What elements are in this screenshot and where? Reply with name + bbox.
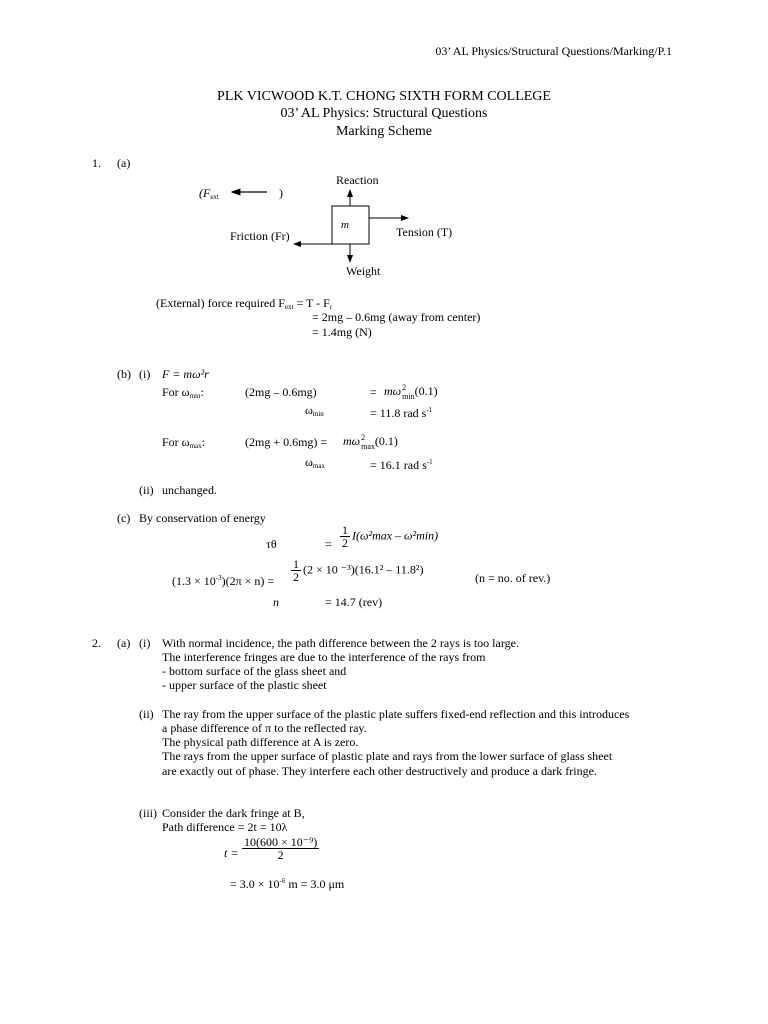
q2-ii-line: are exactly out of phase. They interfere each other destructively and produce a dark fringe. — [162, 764, 597, 778]
q2-a-label: (a) — [117, 636, 131, 650]
running-header: 03’ AL Physics/Structural Questions/Marking/P.1 — [435, 44, 672, 58]
q2-ii-line: The rays from the upper surface of plastic plate and rays from the lower surface of glass sheet — [162, 749, 613, 763]
q2-iii-line2: Path difference = 2t = 10λ — [162, 820, 288, 834]
c-n: n — [273, 595, 279, 609]
c-line2-lhs: $(1.3 \times 10^{-3})(2\pi \times n)$ = — [172, 574, 275, 588]
for-omega-max: For $\omega_{max}$: — [162, 435, 205, 450]
fext-close: ) — [279, 186, 283, 200]
q2-iii-line1: Consider the dark fringe at B, — [162, 806, 305, 820]
q1a-line3: = 1.4mg (N) — [312, 325, 372, 339]
q2-i-line: With normal incidence, the path difference between the 2 rays is too large. — [162, 636, 519, 650]
c-n-value: = 14.7 (rev) — [325, 595, 383, 609]
omega-max-value: = 16.1 rad $s^{-1}$ — [370, 458, 433, 472]
q1a-line1: (External) force required $F_{ext} = T - F_r$ — [156, 296, 333, 311]
c-line2-note: (n = no. of rev.) — [475, 571, 551, 585]
block-box — [332, 206, 369, 244]
reaction-label: Reaction — [336, 173, 379, 187]
c-eq1-rhs: $\frac{1}{2}$ I(ω²max – ω²min) — [342, 523, 439, 550]
q2-iii-label: (iii) — [139, 806, 157, 820]
q1-number: 1. — [92, 156, 101, 170]
tau-theta: τθ — [266, 537, 277, 551]
q1-b-label: (b) — [117, 367, 131, 381]
q2-ii-line: a phase difference of π to the reflected ray. — [162, 721, 367, 735]
q1-c-text: By conservation of energy — [139, 511, 266, 525]
q2-i-label: (i) — [139, 636, 151, 650]
omega-min: $\omega_{min}$ — [305, 403, 324, 418]
max-lhs: (2mg + 0.6mg) = — [245, 435, 328, 449]
t-symbol: t = — [224, 846, 239, 860]
omega-max: $\omega_{max}$ — [305, 455, 325, 470]
q2-i-line: The interference fringes are due to the interference of the rays from — [162, 650, 486, 664]
q1-b-ii-label: (ii) — [139, 483, 154, 497]
force-diagram — [0, 0, 768, 300]
for-omega-min: For $\omega_{min}$: — [162, 385, 204, 400]
min-rhs: mω 2 min (0.1) — [384, 383, 438, 401]
t-fraction: $\frac{\text{10(600 × 10⁻⁹)}}{2}$ — [244, 835, 318, 862]
q2-ii-label: (ii) — [139, 707, 154, 721]
q2-i-line: - bottom surface of the glass sheet and — [162, 664, 347, 678]
weight-label: Weight — [346, 264, 381, 278]
c-eq1: = — [325, 537, 332, 551]
mass-label: m — [341, 219, 349, 231]
min-eq: = — [370, 385, 377, 399]
q2-ii-line: The physical path difference at A is zero. — [162, 735, 359, 749]
q1-b-ii-text: unchanged. — [162, 483, 217, 497]
omega-min-value: = 11.8 rad $s^{-1}$ — [370, 406, 433, 420]
tension-label: Tension (T) — [396, 225, 453, 239]
centripetal-formula: F = mω²r — [162, 367, 209, 381]
max-rhs: mω 2 max (0.1) — [343, 433, 398, 451]
q1-c-label: (c) — [117, 511, 131, 525]
q1-a-label: (a) — [117, 156, 131, 170]
friction-label: Friction (Fr) — [230, 229, 290, 243]
q2-number: 2. — [92, 636, 101, 650]
t-result: = $3.0 \times 10^{-6}$ m = 3.0 μm — [230, 877, 345, 891]
q1-b-i-label: (i) — [139, 367, 151, 381]
q2-i-line: - upper surface of the plastic sheet — [162, 678, 327, 692]
college-title: PLK VICWOOD K.T. CHONG SIXTH FORM COLLEGE — [217, 89, 551, 104]
q1a-line2: = 2mg – 0.6mg (away from center) — [312, 310, 481, 324]
paper-title: 03’ AL Physics: Structural Questions — [280, 106, 488, 121]
min-lhs: (2mg – 0.6mg) — [245, 385, 317, 399]
q2-ii-line: The ray from the upper surface of the plastic plate suffers fixed-end reflection and this introduces — [162, 707, 630, 721]
scheme-title: Marking Scheme — [335, 124, 433, 139]
fext-label: ($F_{ext}$ — [199, 186, 219, 201]
c-line2-rhs: $\frac{1}{2}$ (2 × 10 ⁻³)(16.1² – 11.8²) — [293, 557, 424, 584]
